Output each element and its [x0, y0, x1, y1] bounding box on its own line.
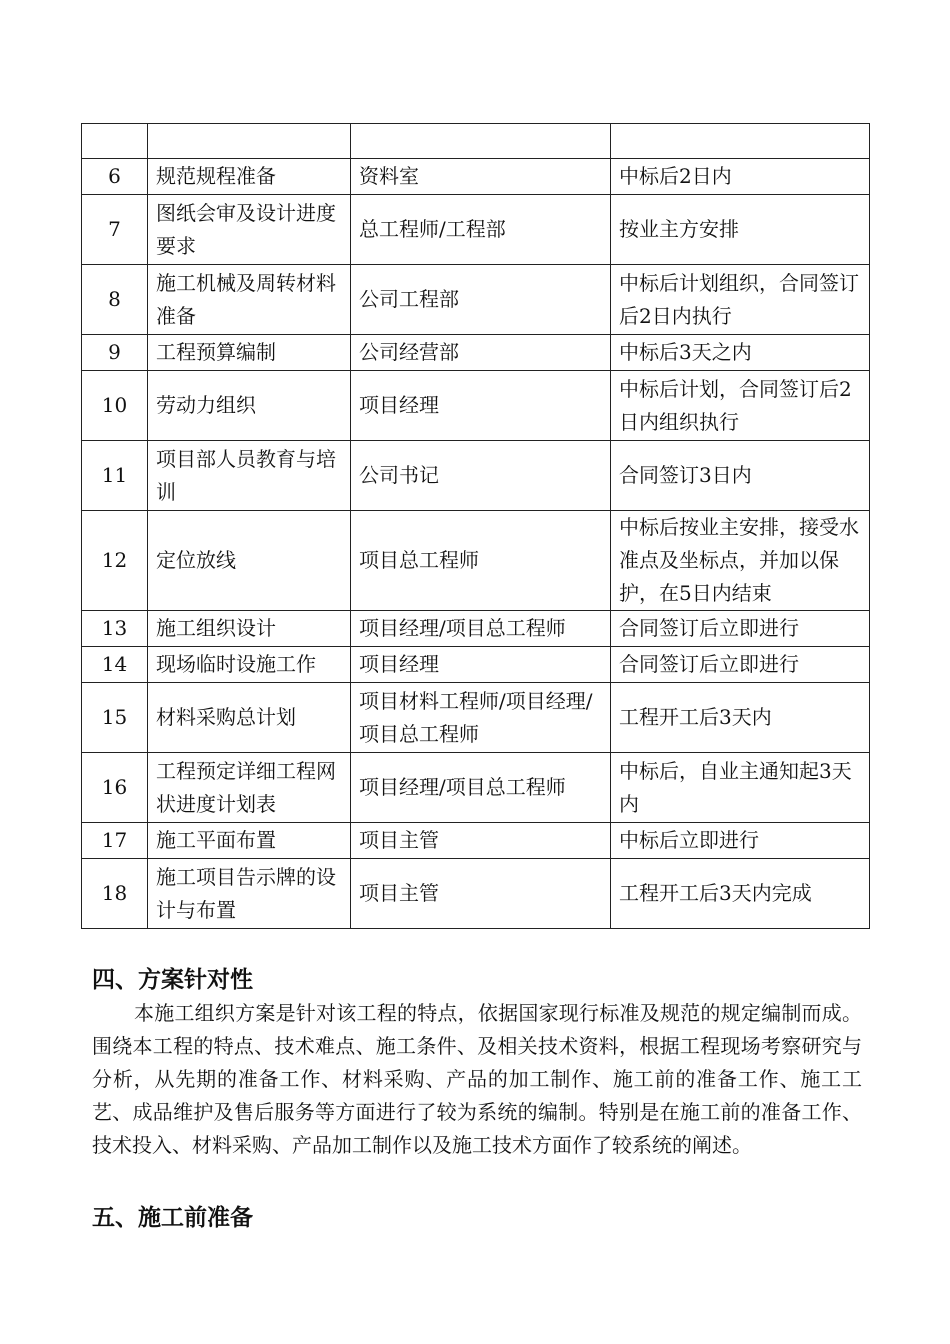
table-row	[82, 441, 870, 511]
time-cell: 合同签订后立即进行	[611, 647, 870, 683]
row-number: 15	[82, 683, 148, 753]
table-row	[82, 859, 870, 929]
table-row	[82, 371, 870, 441]
time-cell: 中标后计划，合同签订后2日内组织执行	[611, 371, 870, 441]
table-row	[82, 647, 870, 683]
time-cell: 中标后按业主安排，接受水准点及坐标点，并加以保护，在5日内结束	[611, 511, 870, 611]
task-cell: 施工平面布置	[148, 823, 351, 859]
task-cell: 劳动力组织	[148, 371, 351, 441]
department-cell: 项目主管	[351, 823, 611, 859]
task-cell: 材料采购总计划	[148, 683, 351, 753]
department-cell: 公司书记	[351, 441, 611, 511]
task-cell: 施工机械及周转材料准备	[148, 265, 351, 335]
table-row	[82, 683, 870, 753]
table-row	[82, 124, 870, 159]
row-number: 7	[82, 195, 148, 265]
time-cell: 合同签订后立即进行	[611, 611, 870, 647]
time-cell: 中标后，自业主通知起3天内	[611, 753, 870, 823]
department-cell: 公司经营部	[351, 335, 611, 371]
department-cell: 资料室	[351, 159, 611, 195]
row-number: 9	[82, 335, 148, 371]
time-cell: 合同签订3日内	[611, 441, 870, 511]
table-row	[82, 823, 870, 859]
row-number	[82, 124, 148, 159]
preparation-schedule-table	[81, 123, 870, 929]
task-cell: 规范规程准备	[148, 159, 351, 195]
section-4-heading: 四、方案针对性	[92, 967, 253, 993]
task-cell	[148, 124, 351, 159]
time-cell: 中标后2日内	[611, 159, 870, 195]
row-number: 18	[82, 859, 148, 929]
row-number: 11	[82, 441, 148, 511]
department-cell	[351, 124, 611, 159]
task-cell: 工程预定详细工程网状进度计划表	[148, 753, 351, 823]
department-cell: 总工程师/工程部	[351, 195, 611, 265]
task-cell: 项目部人员教育与培训	[148, 441, 351, 511]
department-cell: 项目经理	[351, 371, 611, 441]
task-cell: 定位放线	[148, 511, 351, 611]
row-number: 6	[82, 159, 148, 195]
time-cell	[611, 124, 870, 159]
task-cell: 施工组织设计	[148, 611, 351, 647]
department-cell: 公司工程部	[351, 265, 611, 335]
table-row	[82, 511, 870, 611]
department-cell: 项目材料工程师/项目经理/项目总工程师	[351, 683, 611, 753]
table-row	[82, 335, 870, 371]
table-row	[82, 265, 870, 335]
section-5-heading: 五、施工前准备	[92, 1205, 253, 1231]
table-row	[82, 159, 870, 195]
section-4-paragraph: 本施工组织方案是针对该工程的特点，依据国家现行标准及规范的规定编制而成。围绕本工程的特点、技术难点、施工条件、及相关技术资料，根据工程现场考察研究与分析，从先期的准备工作、材料采购、产品的加工制作、施工前的准备工作、施工工艺、成品维护及售后服务等方面进行了较为系统的编制。特别是在施工前的准备工作、技术投入、材料采购、产品加工制作以及施工技术方面作了较系统的阐述。	[92, 1001, 862, 1157]
row-number: 16	[82, 753, 148, 823]
time-cell: 中标后计划组织，合同签订后2日内执行	[611, 265, 870, 335]
row-number: 14	[82, 647, 148, 683]
time-cell: 按业主方安排	[611, 195, 870, 265]
time-cell: 工程开工后3天内完成	[611, 859, 870, 929]
row-number: 10	[82, 371, 148, 441]
task-cell: 工程预算编制	[148, 335, 351, 371]
table-row	[82, 195, 870, 265]
department-cell: 项目经理/项目总工程师	[351, 611, 611, 647]
row-number: 12	[82, 511, 148, 611]
row-number: 13	[82, 611, 148, 647]
time-cell: 中标后3天之内	[611, 335, 870, 371]
table-row	[82, 753, 870, 823]
table-row	[82, 611, 870, 647]
department-cell: 项目经理	[351, 647, 611, 683]
department-cell: 项目经理/项目总工程师	[351, 753, 611, 823]
time-cell: 中标后立即进行	[611, 823, 870, 859]
department-cell: 项目总工程师	[351, 511, 611, 611]
time-cell: 工程开工后3天内	[611, 683, 870, 753]
task-cell: 图纸会审及设计进度要求	[148, 195, 351, 265]
task-cell: 现场临时设施工作	[148, 647, 351, 683]
row-number: 17	[82, 823, 148, 859]
task-cell: 施工项目告示牌的设计与布置	[148, 859, 351, 929]
department-cell: 项目主管	[351, 859, 611, 929]
row-number: 8	[82, 265, 148, 335]
